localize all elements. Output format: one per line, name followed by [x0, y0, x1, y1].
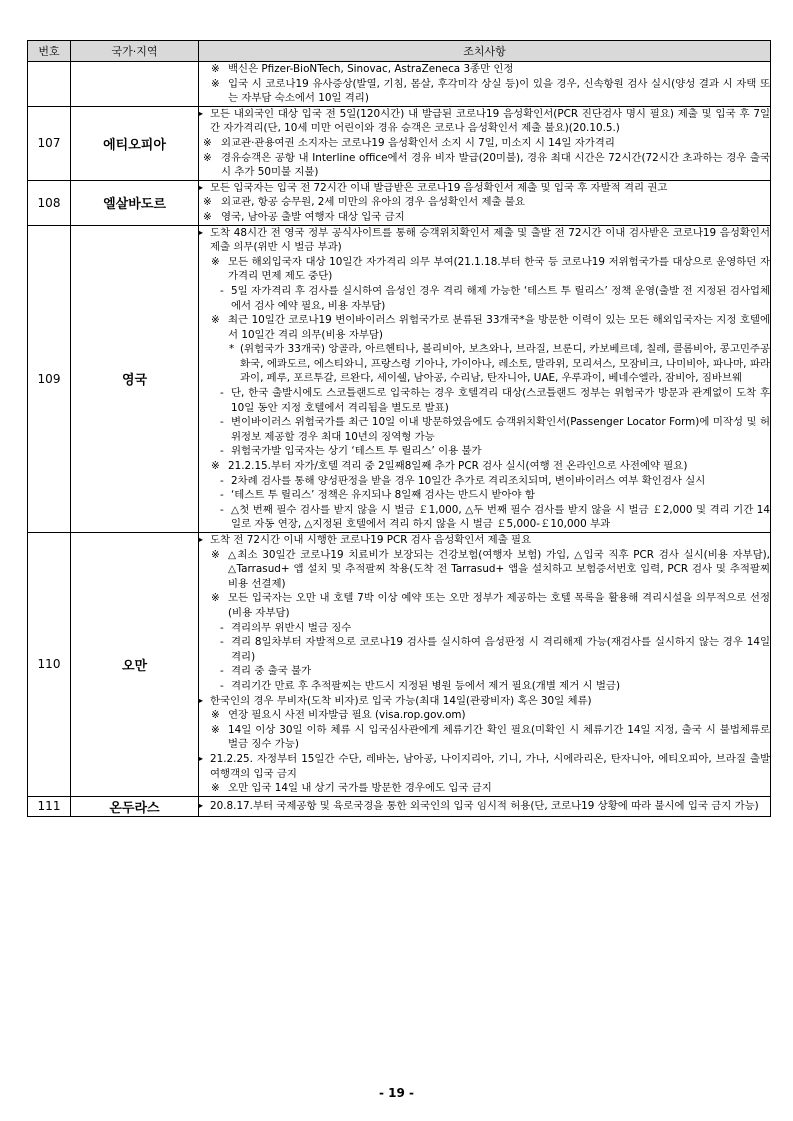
row-number: 111: [28, 796, 71, 816]
country-name: 온두라스: [71, 796, 199, 816]
measure-item: - △첫 번째 필수 검사를 받지 않을 시 벌금 ￡1,000, △두 번째 필수 검사를 받지 않을 시 벌금 ￡2,000 및 격리 기간 14일로 자동 연장, △지정된 호텔에서 격리 하지 않을 시 벌금 ￡5,000-￡10,000 부과: [199, 503, 770, 532]
measure-item: - 변이바이러스 위험국가를 최근 10일 이내 방문하였음에도 승객위치확인서(Passenger Locator Form)에 미작성 및 허위정보 제공할 경우 최대 10년의 징역형 가능: [199, 415, 770, 444]
measure-item: ※ 21.2.15.부터 자가/호텔 격리 중 2일째8일째 추가 PCR 검사 실시(여행 전 온라인으로 사전예약 필요): [199, 459, 770, 474]
measure-item: ▸ 도착 전 72시간 이내 시행한 코로나19 PCR 검사 음성확인서 제출 필요: [199, 533, 770, 548]
measure-item: ※ 최근 10일간 코로나19 변이바이러스 위험국가로 분류된 33개국*을 방문한 이력이 있는 모든 해외입국자는 지정 호텔에서 10일간 격리 의무(비용 자부담): [199, 313, 770, 342]
row-number: 110: [28, 533, 71, 797]
measure-item: ▸ 20.8.17.부터 국제공항 및 육로국경을 통한 외국인의 입국 임시적 허용(단, 코로나19 상황에 따라 불시에 입국 금지 가능): [199, 799, 770, 814]
table-row: [28, 225, 771, 532]
measures-cell: [199, 62, 771, 107]
country-name: 엘살바도르: [71, 180, 199, 225]
row-number: [28, 62, 71, 107]
measure-item: - 2차례 검사를 통해 양성판정을 받을 경우 10일간 추가로 격리조치되며, 변이바이러스 여부 확인검사 실시: [199, 474, 770, 489]
measure-item: - 격리기간 만료 후 추적팔찌는 반드시 지정된 병원 등에서 제거 필요(개별 제거 시 벌금): [199, 679, 770, 694]
header-country: 국가·지역: [71, 41, 199, 62]
row-number: 109: [28, 225, 71, 532]
measure-item: ▸ 21.2.25. 자정부터 15일간 수단, 레바논, 남아공, 나이지리아, 기니, 가나, 시에라리온, 탄자니아, 에티오피아, 브라질 출발 여행객의 입국 금지: [199, 752, 770, 781]
measure-item: ※ 모든 입국자는 오만 내 호텔 7박 이상 예약 또는 오만 정부가 제공하는 호텔 목록을 활용해 격리시설을 의무적으로 선정(비용 자부담): [199, 591, 770, 620]
table-header-row: [28, 41, 771, 62]
measures-cell: [199, 796, 771, 816]
measure-item: * (위험국가 33개국) 앙골라, 아르헨티나, 볼리비아, 보츠와나, 브라질, 브룬디, 카보베르데, 칠레, 콜롬비아, 콩고민주공화국, 에콰도르, 에스티와니, 프랑스령 기아나, 가이아나, 레소토, 말라위, 모리셔스, 모잠비크, 나미비아, 파나마, 파라과이, 페루, 포르투갈, 르완다, 세이쉘, 남아공, 수리남, 탄자니아, UAE, 우루과이, 베네수엘라, 잠비아, 짐바브웨: [199, 342, 770, 386]
header-num: 번호: [28, 41, 71, 62]
measure-item: - 단, 한국 출발시에도 스코틀랜드로 입국하는 경우 호텔격리 대상(스코틀랜드 정부는 위험국가 방문과 관계없이 도착 후 10일 동안 지정 호텔에서 격리됨을 별도로 발표): [199, 386, 770, 415]
measures-cell: [199, 106, 771, 180]
page-number: - 19 -: [378, 1086, 414, 1100]
table-row: [28, 796, 771, 816]
measure-item: - ‘테스트 투 릴리스’ 정책은 유지되나 8일째 검사는 반드시 받아야 함: [199, 488, 770, 503]
table-body: [28, 62, 771, 817]
table-row: [28, 180, 771, 225]
country-name: 에티오피아: [71, 106, 199, 180]
measure-item: ※ 외교관, 항공 승무원, 2세 미만의 유아의 경우 음성확인서 제출 불요: [199, 195, 770, 210]
measure-item: ※ △최소 30일간 코로나19 치료비가 보장되는 건강보험(여행자 보험) 가입, △입국 직후 PCR 검사 실시(비용 자부담), △Tarrasud+ 앱 설치 및 추적팔찌 착용(도착 전 Tarrasud+ 앱을 설치하고 보험증서번호 입력, PCR 검사 및 추적팔찌 비용 선결제): [199, 548, 770, 592]
table-row: [28, 533, 771, 797]
measure-item: ※ 백신은 Pfizer-BioNTech, Sinovac, AstraZeneca 3종만 인정: [199, 62, 770, 77]
measure-item: ▸ 도착 48시간 전 영국 정부 공식사이트를 통해 승객위치확인서 제출 및 출발 전 72시간 이내 검사받은 코로나19 음성확인서 제출 의무(위반 시 벌금 부과): [199, 226, 770, 255]
measure-item: - 격리 8일차부터 자발적으로 코로나19 검사를 실시하여 음성판정 시 격리해제 가능(재검사를 실시하지 않는 경우 14일 격리): [199, 635, 770, 664]
table-row: [28, 106, 771, 180]
table-row: [28, 62, 771, 107]
measure-item: ▸ 모든 내외국인 대상 입국 전 5일(120시간) 내 발급된 코로나19 음성확인서(PCR 진단검사 명시 필요) 제출 및 입국 후 7일간 자가격리(단, 10세 미만 어린이와 경유 승객은 코로나 음성확인서 제출 불요)(20.10.5.): [199, 107, 770, 136]
row-number: 108: [28, 180, 71, 225]
country-name: 영국: [71, 225, 199, 532]
measure-item: ※ 14일 이상 30일 이하 체류 시 입국심사관에게 체류기간 확인 필요(미확인 시 체류기간 14일 지정, 출국 시 불법체류로 벌금 징수 가능): [199, 723, 770, 752]
measures-cell: [199, 533, 771, 797]
header-measures: 조치사항: [199, 41, 771, 62]
measure-item: - 격리의무 위반시 벌금 징수: [199, 621, 770, 636]
measure-item: ※ 외교관·관용여권 소지자는 코로나19 음성확인서 소지 시 7일, 미소지 시 14일 자가격리: [199, 136, 770, 151]
measure-item: ※ 모든 해외입국자 대상 10일간 자가격리 의무 부여(21.1.18.부터 한국 등 코로나19 저위험국가를 대상으로 운영하던 자가격리 면제 제도 중단): [199, 255, 770, 284]
measures-table: [27, 40, 771, 817]
measure-item: - 5일 자가격리 후 검사를 실시하여 음성인 경우 격리 해제 가능한 ‘테스트 투 릴리스’ 정책 운영(출발 전 지정된 검사업체에서 검사 예약 필요, 비용 자부담): [199, 284, 770, 313]
measure-item: ▸ 한국인의 경우 무비자(도착 비자)로 입국 가능(최대 14일(관광비자) 혹은 30일 체류): [199, 694, 770, 709]
measure-item: ※ 오만 입국 14일 내 상기 국가를 방문한 경우에도 입국 금지: [199, 781, 770, 796]
measure-item: ▸ 모든 입국자는 입국 전 72시간 이내 발급받은 코로나19 음성확인서 제출 및 입국 후 자발적 격리 권고: [199, 181, 770, 196]
measures-cell: [199, 180, 771, 225]
row-number: 107: [28, 106, 71, 180]
measure-item: - 위험국가발 입국자는 상기 ‘테스트 투 릴리스’ 이용 불가: [199, 444, 770, 459]
country-name: [71, 62, 199, 107]
measure-item: ※ 연장 필요시 사전 비자발급 필요 (visa.rop.gov.om): [199, 708, 770, 723]
measures-cell: [199, 225, 771, 532]
country-name: 오만: [71, 533, 199, 797]
measure-item: ※ 영국, 남아공 출발 여행자 대상 입국 금지: [199, 210, 770, 225]
measure-item: ※ 경유승객은 공항 내 Interline office에서 경유 비자 발급(20미불), 경유 최대 시간은 72시간(72시간 초과하는 경우 출국 시 추가 50미불 지불): [199, 151, 770, 180]
measure-item: - 격리 중 출국 불가: [199, 664, 770, 679]
measure-item: ※ 입국 시 코로나19 유사증상(발열, 기침, 몸살, 후각미각 상실 등)이 있을 경우, 신속항원 검사 실시(양성 결과 시 자택 또는 자부담 숙소에서 10일 격리): [199, 77, 770, 106]
